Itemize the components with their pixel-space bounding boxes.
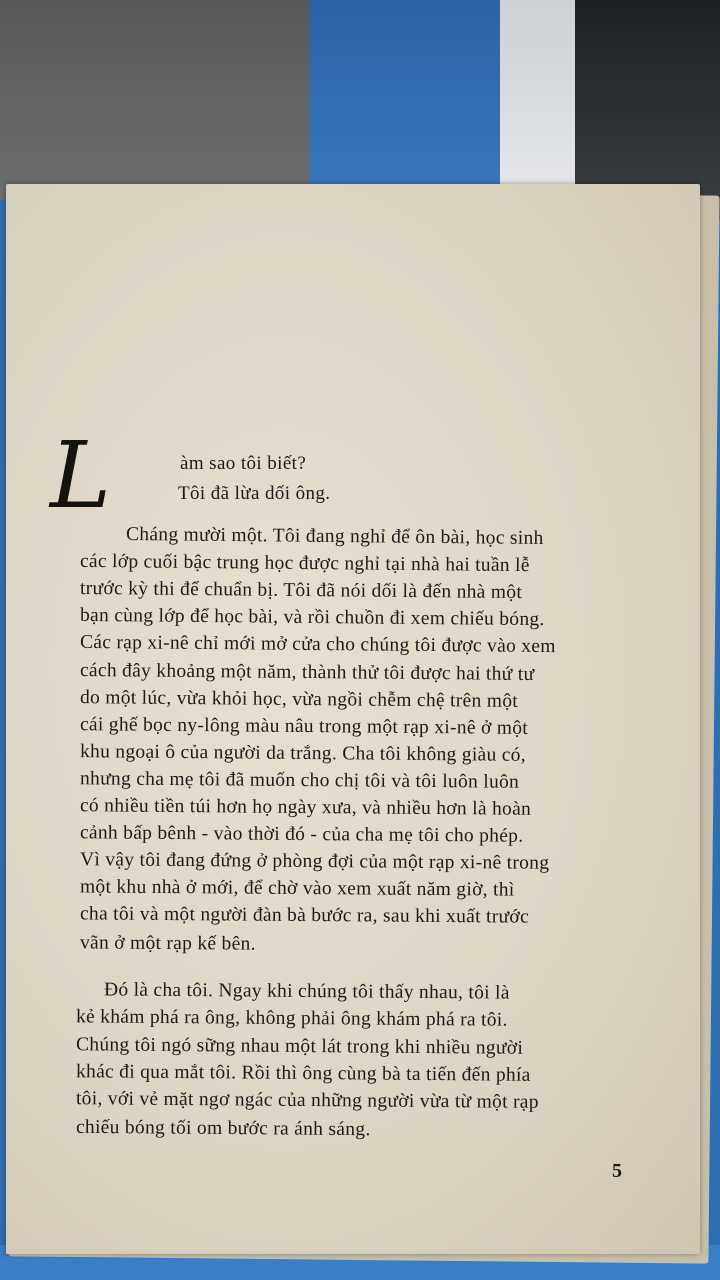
text-line: kẻ khám phá ra ông, không phải ông khám phá ra tôi. [75, 1006, 508, 1031]
text-line: Tôi đã lừa dối ông. [178, 483, 331, 504]
text-line: Các rạp xi-nê chỉ mới mở cửa cho chúng tôi được vào xem [79, 632, 556, 658]
text-line: cha tôi và một người đàn bà bước ra, sau khi xuất trước [79, 903, 530, 928]
text-line: có nhiều tiền túi hơn họ ngày xưa, và nhiều hơn là hoàn [79, 795, 532, 820]
text-line: Chúng tôi ngó sững nhau một lát trong khi nhiều người [75, 1033, 524, 1059]
text-line: cách đây khoảng một năm, thành thử tôi được hai thứ tư [79, 659, 535, 685]
text-line: Cháng mười một. Tôi đang nghỉ để ôn bài, học sinh [125, 523, 544, 550]
text-line: tôi, với vẻ mặt ngơ ngác của những người vừa từ một rạp [75, 1088, 539, 1114]
text-line: cái ghế bọc ny-lông màu nâu trong một rạp xi-nê ở một [79, 713, 529, 739]
background-white-panel [500, 0, 575, 190]
text-line: àm sao tôi biết? [180, 453, 307, 474]
text-line: vãn ở một rạp kế bên. [79, 931, 256, 955]
background-blue-panel [310, 0, 505, 200]
page-number: 5 [612, 1160, 622, 1182]
text-line: khu ngoại ô của người da trắng. Cha tôi không giàu có, [79, 740, 527, 766]
text-line: bạn cùng lớp để học bài, và rồi chuồn đi xem chiếu bóng. [79, 605, 545, 631]
background-wall [0, 0, 320, 200]
text-line: một khu nhà ở mới, để chờ vào xem xuất năm giờ, thì [79, 876, 515, 901]
text-line: cảnh bấp bênh - vào thời đó - của cha mẹ tôi cho phép. [79, 822, 524, 847]
text-line: do một lúc, vừa khỏi học, vừa ngồi chễm chệ trên một [79, 686, 519, 712]
text-line: Vì vậy tôi đang đứng ở phòng đợi của một rạp xi-nê trong [79, 849, 550, 874]
text-line: các lớp cuối bậc trung học được nghỉ tại nhà hai tuần lễ [79, 550, 530, 577]
text-line: khác đi qua mắt tôi. Rồi thì ông cùng bà ta tiến đến phía [75, 1061, 531, 1086]
text-line: Đó là cha tôi. Ngay khi chúng tôi thấy nhau, tôi là [103, 979, 510, 1004]
text-line: trước kỳ thi để chuẩn bị. Tôi đã nói dối là đến nhà một [79, 578, 523, 604]
text-line: chiếu bóng tối om bước ra ánh sáng. [75, 1116, 371, 1140]
drop-cap-letter: L [50, 422, 112, 529]
text-line: nhưng cha mẹ tôi đã muốn cho chị tôi và tôi luôn luôn [79, 768, 520, 793]
